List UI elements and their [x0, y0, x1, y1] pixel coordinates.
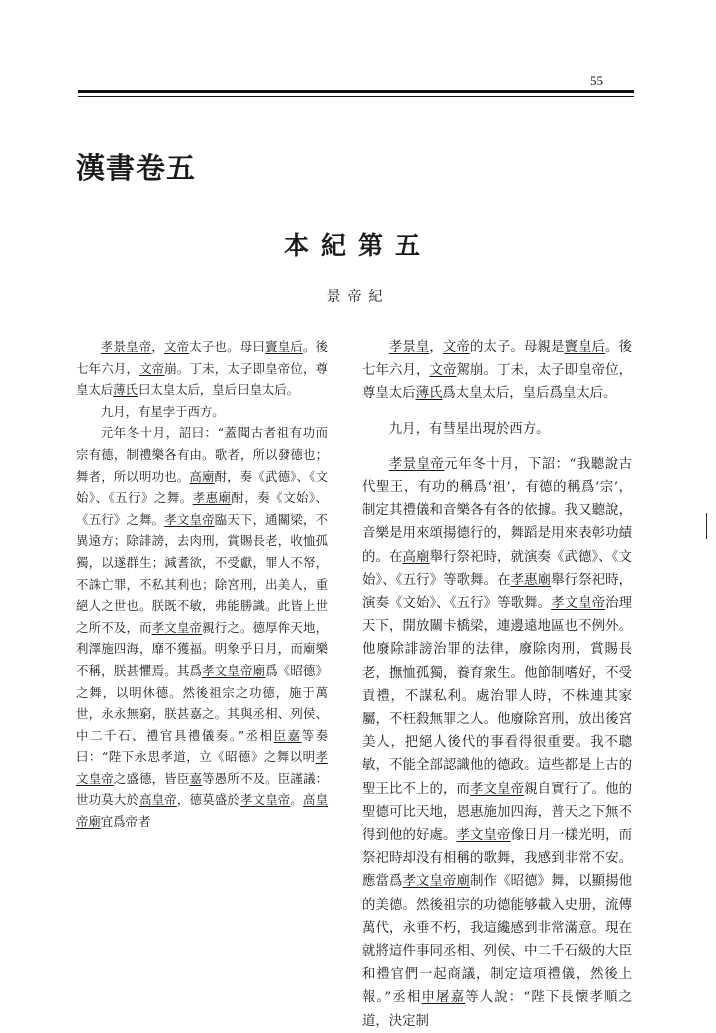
text-run: ，德莫盛於	[176, 792, 240, 808]
proper-noun-mark: 竇皇后	[265, 339, 304, 354]
text-run: 等人說：“陛下長懷孝順之道，決定制	[362, 990, 632, 1029]
proper-noun-mark: 嘉	[189, 770, 203, 786]
proper-noun-mark: 孝文皇帝	[151, 619, 203, 635]
paragraph	[362, 336, 632, 406]
text-run: 舉行祭祀時，就演奏《武德》、《文始》、《五行》等歌舞。在	[362, 549, 632, 588]
text-run: 親行之。德厚侔天地，利澤施四海，靡不獲福。明象乎日月，而廟樂不稱，朕甚懼焉。其爲	[76, 619, 329, 678]
proper-noun-mark: 孝景皇	[388, 340, 430, 355]
paragraph	[362, 453, 632, 1033]
proper-noun-mark: 孝文皇帝	[164, 511, 215, 527]
text-run: 之盛德，皆臣	[113, 770, 190, 786]
classical-text-column	[76, 336, 328, 833]
proper-noun-mark: 孝文皇帝	[76, 749, 328, 786]
margin-mark	[706, 513, 707, 539]
proper-noun-mark: 文帝	[429, 363, 457, 379]
text-run: ，	[429, 340, 443, 355]
proper-noun-mark: 文帝	[163, 339, 190, 354]
proper-noun-mark: 高皇帝	[139, 792, 177, 808]
text-run: 曰太皇太后，皇后曰皇太后。	[137, 382, 300, 398]
text-run: 親自實行了。他的聖德可比天地，恩惠施加四海，普天之下無不得到他的好處。	[362, 781, 633, 844]
page-number: 55	[590, 73, 603, 88]
text-run: 。後七年六月，	[76, 339, 329, 376]
text-run: 崩。丁未，太子即皇帝位，尊皇太后	[76, 360, 329, 398]
text-run: 。	[290, 792, 304, 808]
proper-noun-mark: 薄氏	[415, 386, 443, 402]
paragraph	[76, 336, 328, 401]
text-run: 等奏曰：“陛下永思孝道，立《昭德》之舞以明	[76, 727, 329, 765]
proper-noun-mark: 文帝	[139, 360, 165, 376]
chapter-title: 本紀第五	[283, 231, 432, 260]
text-run: 舉行祭祀時，演奏《文始》、《五行》等歌舞。	[362, 572, 632, 612]
proper-noun-mark: 薄氏	[113, 382, 138, 398]
proper-noun-mark: 高廟	[402, 549, 430, 565]
proper-noun-mark: 孝文皇帝	[470, 781, 525, 797]
text-run: 元年冬十月，詔曰：“蓋聞古者祖有功而宗有德，制禮樂各有由。歌者，所以發德也；舞者，所以明功也。	[76, 425, 328, 484]
text-run: 像日月一樣光明，而祭祀時却没有相稱的歌舞，我感到非常不安。應當爲	[362, 828, 633, 890]
proper-noun-mark: 孝惠廟	[192, 490, 232, 506]
proper-noun-mark: 孝惠廟	[510, 572, 552, 588]
proper-noun-mark: 文帝	[442, 340, 470, 355]
text-run: 。後七年六月，	[362, 340, 633, 379]
text-run: 的太子。母親是	[469, 340, 565, 355]
proper-noun-mark: 臣嘉	[273, 727, 302, 743]
paragraph	[76, 422, 328, 832]
text-run: 治理天下，開放關卡橋梁，連邊遠地區也不例外。他廢除誹謗治罪的法律，廢除肉刑，賞賜長老，撫恤孤獨，養育衆生。他節制嗜好，不受貢禮，不謀私利。處治罪人時，不株連其家屬，不枉殺無罪之人。他廢除宮刑，放出後宮美人，把絕人後代的事看得很重要。我不聰敏，不能全部認識他的德政。這些都是上古的聖王比不上的，而	[362, 596, 632, 797]
text-run: 九月，有星孛于西方。	[100, 403, 225, 419]
proper-noun-mark: 孝文皇帝廟	[402, 874, 471, 890]
proper-noun-mark: 孝景皇帝	[388, 456, 445, 472]
book-title: 漢書卷五	[76, 151, 197, 185]
text-run: 爲太皇太后，皇后爲皇太后。	[442, 386, 617, 402]
text-run: 太子也。母曰	[189, 339, 266, 354]
text-run: 爲《昭德》之舞，以明休德。然後祖宗之功德，施于萬世，永永無窮，朕甚嘉之。其與丞相、列侯、中二千石、禮官具禮儀奏。”丞相	[76, 662, 329, 743]
paragraph	[362, 418, 632, 441]
proper-noun-mark: 申屠嘉	[421, 990, 466, 1006]
header-rule-thin	[78, 96, 634, 97]
text-run: 駕崩。丁未，太子即皇帝位，尊皇太后	[362, 363, 633, 402]
text-run: 元年冬十月，下詔：“我聽說古代聖王，有功的稱爲‘祖’，有德的稱爲‘宗’，制定其禮儀和音樂各有各的依據。我又聽說，音樂是用來頌揚德行的，舞蹈是用來表彰功績的。在	[362, 456, 633, 565]
text-run: 酎，奏《文始》、《五行》之舞。	[76, 490, 328, 527]
text-run: ，	[151, 339, 164, 354]
text-run: 酎，奏《武德》、《文始》、《五行》之舞。	[76, 468, 328, 506]
translation-text-column	[362, 336, 632, 1033]
header-rule-thick	[78, 90, 634, 93]
text-run: 九月，有彗星出現於西方。	[388, 421, 550, 437]
proper-noun-mark: 孝文皇帝	[239, 792, 291, 808]
paragraph	[76, 401, 328, 423]
proper-noun-mark: 孝文皇帝廟	[202, 662, 266, 678]
proper-noun-mark: 孝文皇帝	[456, 828, 511, 844]
proper-noun-mark: 孝文皇帝	[551, 596, 606, 612]
text-run: 等愚所不及。臣謹議：世功莫大於	[76, 770, 329, 808]
text-run: 宜爲帝者	[100, 814, 151, 830]
proper-noun-mark: 高皇帝廟	[76, 792, 329, 830]
chapter-subtitle: 景帝紀	[326, 289, 390, 305]
proper-noun-mark: 孝景皇帝	[100, 339, 152, 354]
proper-noun-mark: 竇皇后	[564, 340, 606, 355]
text-run: 制作《昭德》舞，以顯揚他的美德。然後祖宗的功德能够載入史册，流傳萬代，永垂不朽，我這纔感到非常滿意。現在就將這件事同丞相、列侯、中二千石級的大臣和禮官們一起商議，制定這項禮儀，然後上報。”丞相	[362, 874, 633, 1006]
text-run: 臨天下，通關梁，不異遠方；除誹謗，去肉刑，賞賜長老，收恤孤獨，以遂群生；減耆欲，不受獻，罪人不帑，不誅亡罪，不私其利也；除宮刑，出美人，重絕人之世也。朕既不敏，弗能勝識。此皆上世之所不及，而	[76, 511, 329, 635]
proper-noun-mark: 高廟	[189, 468, 215, 484]
